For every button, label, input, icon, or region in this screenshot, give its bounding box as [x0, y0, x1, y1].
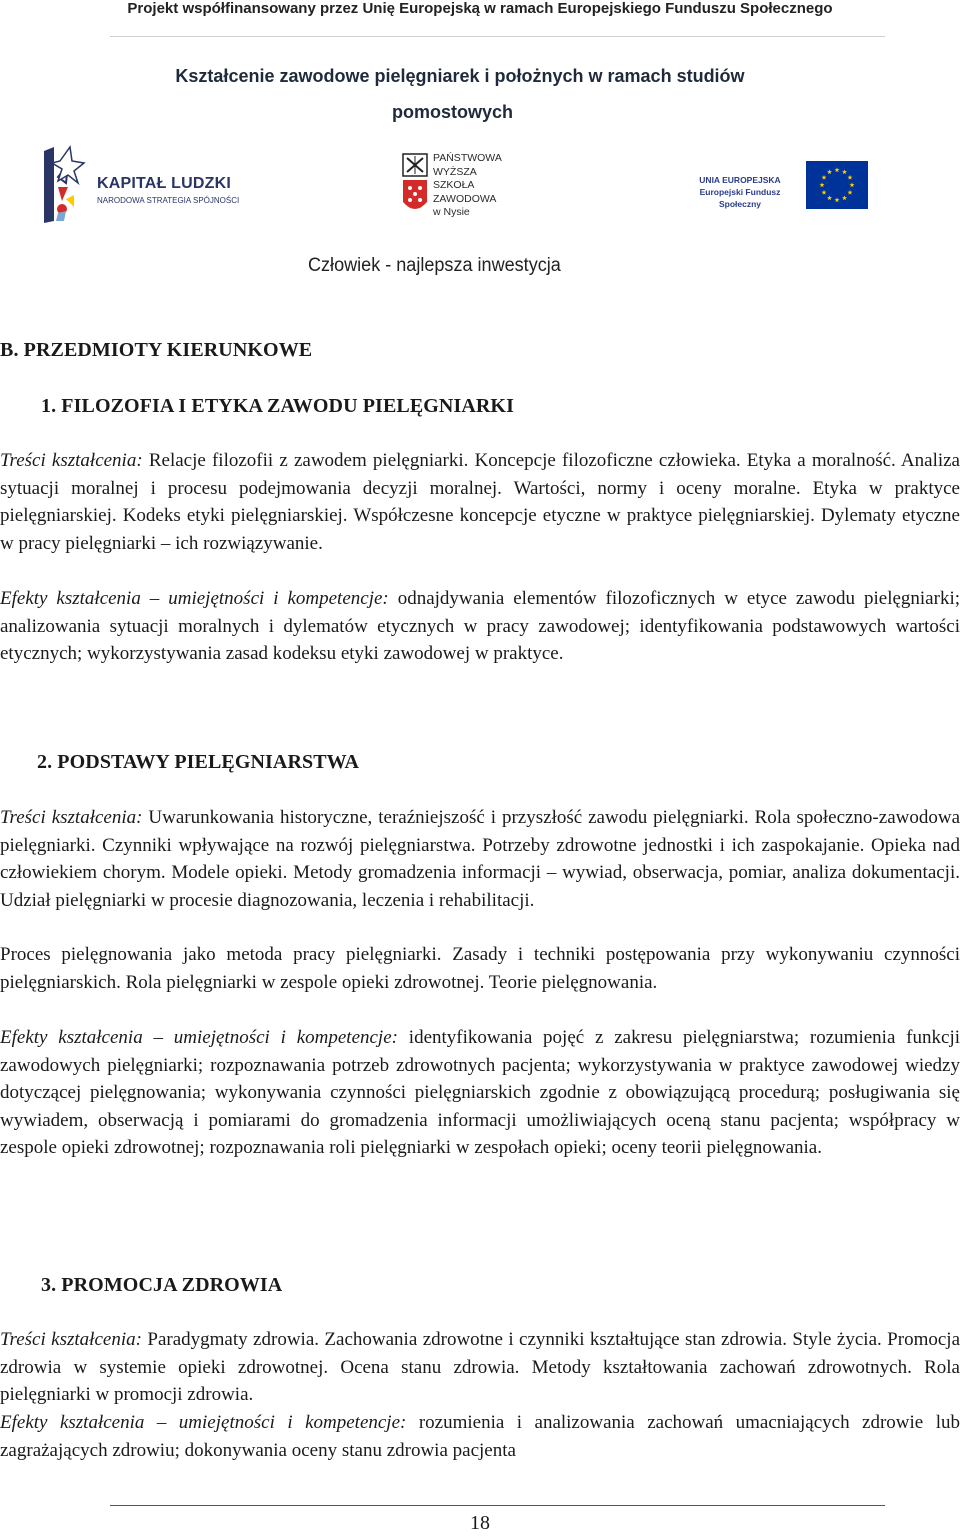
- eu-logo-line1: UNIA EUROPEJSKA: [699, 175, 781, 185]
- section-heading-b: B. PRZEDMIOTY KIERUNKOWE: [0, 339, 313, 361]
- subject2-content-continued: Proces pielęgnowania jako metoda pracy pielęgniarki. Zasady i techniki postępowania przy wykonywaniu czynności pielęgniarskich. Rola pielęgniarki w zespole opieki zdrowotnej. Teorie pielęgnowania.: [0, 944, 960, 993]
- effects-text: identyfikowania pojęć z zakresu pielęgniarstwa; rozumienia funkcji zawodowych pielęgniarki; rozpoznawania potrzeb zdrowotnych pacjenta; wykorzystywania w praktyce zawodowej wiedzy dotyczącej pielęgnowania; wykonywania czynności pielęgniarskich zgodnie z obowiązującą procedurą; posługiwania się wywiadem, obserwacją i pomiarami do gromadzenia informacji umożliwiających oceną stanu pacjenta; współpracy w zespole opieki zdrowotnej; rozpoznawania roli pielęgniarki w zespołach opieki; oceny teorii pielęgnowania.: [0, 1027, 960, 1158]
- kapital-ludzki-subtitle: NARODOWA STRATEGIA SPÓJNOŚCI: [97, 196, 240, 205]
- effects-label: Efekty kształcenia – umiejętności i kompetencje:: [0, 1027, 398, 1048]
- project-title: [0, 58, 920, 130]
- subject-heading-2: 2. PODSTAWY PIELĘGNIARSTWA: [37, 751, 360, 773]
- project-title-line1: Kształcenie zawodowe pielęgniarek i położnych w ramach studiów: [175, 66, 745, 86]
- eu-logo-text: [680, 174, 800, 210]
- subject3-content: [0, 1326, 960, 1409]
- effects-text: rozumienia i analizowania zachowań umacniających zdrowie lub zagrażających zdrowiu; dokonywania oceny stanu zdrowia pacjenta: [0, 1412, 960, 1461]
- eu-logo-line2: Europejski Fundusz Społeczny: [699, 187, 781, 209]
- pwsz-nysa-logo: [400, 152, 520, 232]
- slogan: Człowiek - najlepsza inwestycja: [308, 255, 561, 276]
- content-label: Treści kształcenia:: [0, 807, 143, 828]
- content-text: Relacje filozofii z zawodem pielęgniarki. Koncepcje filozoficzne człowieka. Etyka a moralność. Analiza sytuacji moralnej i procesu podejmowania decyzji moralnej. Wartości, normy i oceny moralne. Etyka w praktyce pielęgniarskiej. Kodeks etyki pielęgniarskiej. Współczesne koncepcje etyczne w praktyce pielęgniarskiej. Dylematy etyczne w pracy pielęgniarki – ich rozwiązywanie.: [0, 450, 960, 554]
- eu-flag-icon: [806, 161, 868, 209]
- pwsz-name: PAŃSTWOWA WYŻSZA SZKOŁA ZAWODOWA w Nysie: [433, 152, 502, 218]
- effects-text: odnajdywania elementów filozoficznych w etyce zawodu pielęgniarki; analizowania sytuacji moralnych i dylematów etycznych w pracy zawodowej; identyfikowania podstawowych wartości etycznych; wykorzystywania zasad kodeksu etyki zawodowej w praktyce.: [0, 588, 960, 664]
- eu-logo: [680, 157, 870, 215]
- content-text: Paradygmaty zdrowia. Zachowania zdrowotne i czynniki kształtujące stan zdrowia. Style życia. Promocja zdrowia w systemie opieki zdrowotnej. Ocena stanu zdrowia. Metody kształtowania zachowań zdrowotnych. Rola pielęgniarki w promocji zdrowia.: [0, 1329, 960, 1405]
- subject1-effects: [0, 585, 960, 668]
- cofinancing-banner: Projekt współfinansowany przez Unię Europejską w ramach Europejskiego Funduszu Społecznego: [127, 0, 833, 17]
- kapital-ludzki-logo: [40, 143, 260, 225]
- subject2-effects: [0, 1024, 960, 1162]
- footer-divider: [110, 1505, 885, 1506]
- project-title-line2: pomostowych: [391, 102, 513, 122]
- kapital-ludzki-title: KAPITAŁ LUDZKI: [97, 175, 232, 192]
- header-divider: [110, 36, 885, 37]
- pwsz-crest-icon: [400, 152, 430, 224]
- subject1-content: [0, 447, 960, 557]
- subject-heading-1: 1. FILOZOFIA I ETYKA ZAWODU PIELĘGNIARKI: [41, 395, 514, 417]
- subject3-effects: [0, 1409, 960, 1464]
- page-number: 18: [470, 1512, 490, 1534]
- subject2-content: [0, 804, 960, 914]
- kapital-ludzki-emblem-icon: [40, 143, 96, 225]
- content-label: Treści kształcenia:: [0, 1329, 142, 1350]
- content-label: Treści kształcenia:: [0, 450, 143, 471]
- effects-label: Efekty kształcenia – umiejętności i kompetencje:: [0, 1412, 407, 1433]
- subject-heading-3: 3. PROMOCJA ZDROWIA: [41, 1274, 283, 1296]
- effects-label: Efekty kształcenia – umiejętności i kompetencje:: [0, 588, 389, 609]
- content-text: Uwarunkowania historyczne, teraźniejszość i przyszłość zawodu pielęgniarki. Rola społeczno-zawodowa pielęgniarki. Czynniki wpływające na rozwój pielęgniarstwa. Potrzeby zdrowotne jednostki i ich zaspokajanie. Opieka nad człowiekiem chorym. Modele opieki. Metody gromadzenia informacji – wywiad, obserwacja, pomiar, analiza dokumentacji. Udział pielęgniarki w procesie diagnozowania, leczenia i rehabilitacji.: [0, 807, 960, 911]
